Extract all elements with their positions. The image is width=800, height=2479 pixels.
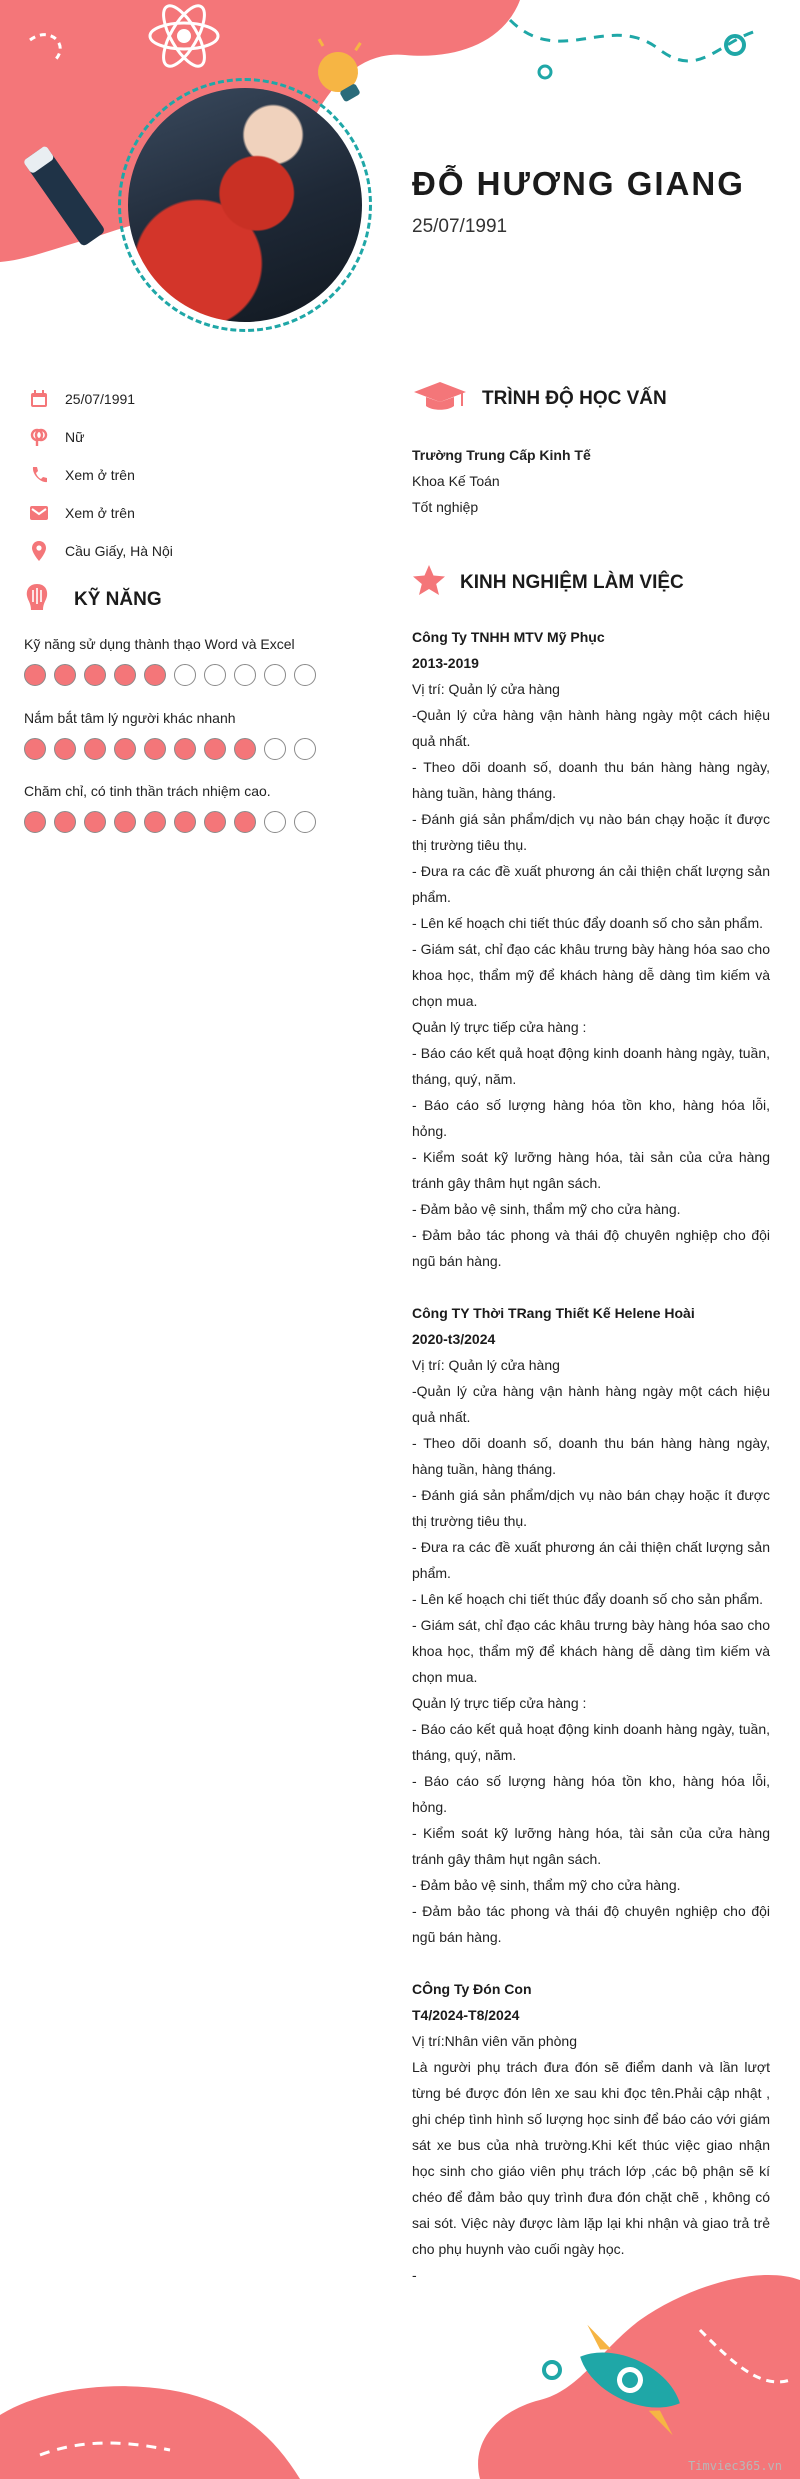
experience-title: KINH NGHIỆM LÀM VIỆC [460,571,684,593]
rating-dot-empty [294,811,316,833]
job-description: Là người phụ trách đưa đón sẽ điểm danh và lần lượt từng bé được đón lên xe sau khi đọc tên.Phải cập nhật , ghi chép tình hình số lượng học sinh để báo cáo với giám sát xe bus của nhà trường.Khi kết thúc việc giao nhận học sinh cho giáo viên phụ trách lớp ,các bộ phận sẽ kí chéo để đảm bảo quy trình đưa đón chặt chẽ , không có sai sót. Việc này được làm lặp lại khi nhận và giao trả trẻ cho phụ huynh vào cuối ngày học. - [412,2059,770,2283]
rating-dot-filled [24,738,46,760]
rating-dot-filled [144,664,166,686]
skills-title: KỸ NĂNG [74,588,162,610]
location-pin-icon [28,540,50,562]
rating-dot-filled [174,738,196,760]
rating-dot-filled [54,811,76,833]
education-heading [412,380,667,417]
rating-dot-filled [114,811,136,833]
calendar-icon [28,388,50,410]
rating-dot-empty [234,664,256,686]
star-icon [412,564,446,601]
rating-dot-filled [204,738,226,760]
contact-item-email [28,494,328,532]
education-school: Trường Trung Cấp Kinh Tế [412,447,591,463]
rating-dot-empty [204,664,226,686]
watermark: Timviec365.vn [688,2459,782,2473]
rating-dot-empty [294,738,316,760]
job-period: 2013-2019 [412,655,479,671]
job-entry [412,1300,770,1950]
gender-icon [28,426,50,448]
rating-dot-filled [24,664,46,686]
skill-label: Kỹ năng sử dụng thành thạo Word và Excel [24,636,295,652]
skills-heading [24,582,162,617]
contact-text: 25/07/1991 [65,391,136,407]
rating-dot-empty [294,664,316,686]
candidate-dob: 25/07/1991 [412,216,508,237]
phone-icon [28,464,50,486]
skills-brain-icon [24,582,50,617]
skill-item [24,636,344,686]
job-description: -Quản lý cửa hàng vận hành hàng ngày một cách hiệu quả nhất. - Theo dõi doanh số, doanh thu bán hàng hàng ngày, hàng tuần, hàng tháng. - Đánh giá sản phẩm/dịch vụ nào bán chạy hoặc ít được thị trường tiêu thụ. - Đưa ra các đề xuất phương án cải thiện chất lượng sản phẩm. - Lên kế hoạch chi tiết thúc đẩy doanh số cho sản phẩm. - Giám sát, chỉ đạo các khâu trưng bày hàng hóa sao cho khoa học, thẩm mỹ để khách hàng dễ dàng tìm kiếm và chọn mua. Quản lý trực tiếp cửa hàng : - Báo cáo kết quả hoạt động kinh doanh hàng ngày, tuần, tháng, quý, năm. - Báo cáo số lượng hàng hóa tồn kho, hàng hóa lỗi, hỏng. - Kiểm soát kỹ lưỡng hàng hóa, tài sản của cửa hàng tránh gây thâm hụt ngân sách. - Đảm bảo vệ sinh, thẩm mỹ cho cửa hàng. - Đảm bảo tác phong và thái độ chuyên nghiệp cho đội ngũ bán hàng. [412,1383,770,1945]
rating-dot-filled [174,811,196,833]
rating-dot-filled [24,811,46,833]
contact-text: Xem ở trên [65,505,135,521]
rating-dot-filled [114,664,136,686]
rating-dot-filled [54,664,76,686]
education-block [412,442,770,520]
skill-rating [24,664,344,686]
rating-dot-filled [54,738,76,760]
job-company: Công Ty TNHH MTV Mỹ Phục [412,629,605,645]
job-position: Vị trí: Quản lý cửa hàng [412,681,560,697]
rating-dot-empty [264,811,286,833]
rating-dot-empty [174,664,196,686]
skill-rating [24,738,344,760]
job-position: Vị trí:Nhân viên văn phòng [412,2033,577,2049]
contact-text: Cầu Giấy, Hà Nội [65,543,173,559]
contact-item-address [28,532,328,570]
rating-dot-filled [144,738,166,760]
candidate-name: ĐỖ HƯƠNG GIANG [412,165,745,202]
email-icon [28,502,50,524]
job-description: -Quản lý cửa hàng vận hành hàng ngày một cách hiệu quả nhất. - Theo dõi doanh số, doanh thu bán hàng hàng ngày, hàng tuần, hàng tháng. - Đánh giá sản phẩm/dịch vụ nào bán chạy hoặc ít được thị trường tiêu thụ. - Đưa ra các đề xuất phương án cải thiện chất lượng sản phẩm. - Lên kế hoạch chi tiết thúc đẩy doanh số cho sản phẩm. - Giám sát, chỉ đạo các khâu trưng bày hàng hóa sao cho khoa học, thẩm mỹ để khách hàng dễ dàng tìm kiếm và chọn mua. Quản lý trực tiếp cửa hàng : - Báo cáo kết quả hoạt động kinh doanh hàng ngày, tuần, tháng, quý, năm. - Báo cáo số lượng hàng hóa tồn kho, hàng hóa lỗi, hỏng. - Kiểm soát kỹ lưỡng hàng hóa, tài sản của cửa hàng tránh gây thâm hụt ngân sách. - Đảm bảo vệ sinh, thẩm mỹ cho cửa hàng. - Đảm bảo tác phong và thái độ chuyên nghiệp cho đội ngũ bán hàng. [412,707,770,1269]
footer-decoration [0,2240,800,2479]
contact-list [28,380,328,570]
contact-text: Xem ở trên [65,467,135,483]
job-entry [412,624,770,1274]
rating-dot-empty [264,664,286,686]
contact-item-phone [28,456,328,494]
job-company: CÔng Ty Đón Con [412,1981,532,1997]
education-title: TRÌNH ĐỘ HỌC VẤN [482,387,667,409]
job-position: Vị trí: Quản lý cửa hàng [412,1357,560,1373]
avatar-frame [118,78,372,332]
rating-dot-filled [84,738,106,760]
job-company: Công TY Thời TRang Thiết Kế Helene Hoài [412,1305,695,1321]
job-period: T4/2024-T8/2024 [412,2007,520,2023]
graduation-cap-icon [412,380,468,417]
rating-dot-filled [144,811,166,833]
contact-text: Nữ [65,429,85,445]
experience-list [412,624,770,2314]
rating-dot-filled [204,811,226,833]
skill-label: Nắm bắt tâm lý người khác nhanh [24,710,236,726]
skill-item [24,710,344,760]
rating-dot-empty [264,738,286,760]
rating-dot-filled [114,738,136,760]
skill-label: Chăm chỉ, có tinh thần trách nhiệm cao. [24,783,271,799]
rating-dot-filled [84,811,106,833]
contact-item-gender [28,418,328,456]
skill-item [24,783,344,833]
education-major: Khoa Kế Toán [412,473,500,489]
rating-dot-filled [234,811,256,833]
skill-rating [24,811,344,833]
rating-dot-filled [84,664,106,686]
job-period: 2020-t3/2024 [412,1331,496,1347]
rating-dot-filled [234,738,256,760]
experience-heading [412,564,684,601]
education-status: Tốt nghiệp [412,499,479,515]
avatar [128,88,362,322]
contact-item-dob [28,380,328,418]
